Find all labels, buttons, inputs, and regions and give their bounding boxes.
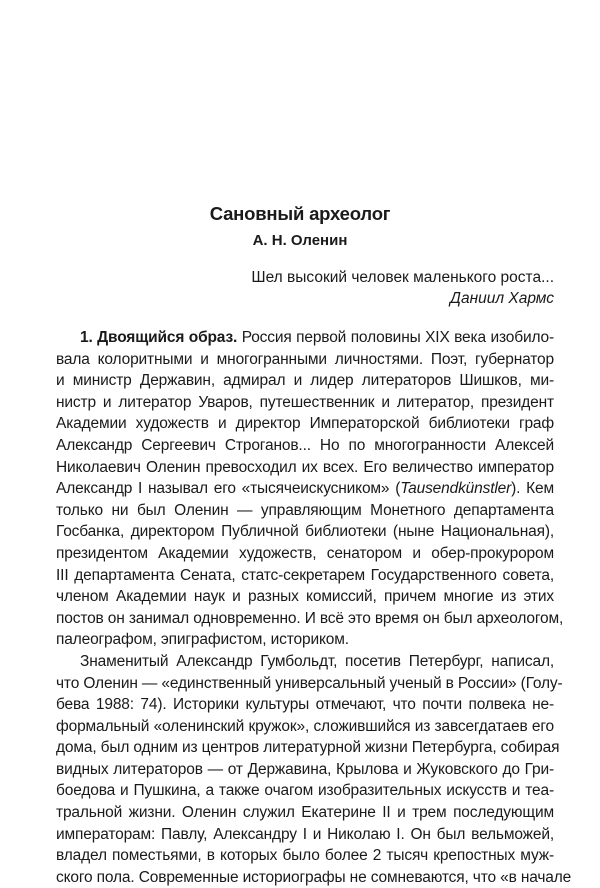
text-line: членом Академии наук и разных комиссий, причем многие из этих	[56, 588, 554, 606]
text-line: формальный «оленинский кружок», сложившийся из завсегдатаев его	[56, 717, 554, 735]
text-line: палеографом, эпиграфистом, историком.	[56, 631, 349, 649]
epigraph	[251, 267, 554, 309]
chapter-subtitle: А. Н. Оленин	[252, 232, 348, 249]
text-line: владел поместьями, в которых было более 2 тысяч крепостных муж-	[56, 847, 554, 865]
text-line: и министр Державин, адмирал и лидер литераторов Шишков, ми-	[56, 372, 554, 390]
text-line: Александр Сергеевич Строганов... Но по многогранности Алексей	[56, 436, 554, 454]
text-line: дома, был одним из центров литературной жизни Петербурга, собирая	[56, 739, 560, 757]
text-line: Госбанка, директором Публичной библиотеки (ныне Национальная),	[56, 523, 554, 541]
text-line: вала колоритными и многогранными личностями. Поэт, губернатор	[56, 350, 554, 368]
section-heading: 1. Двоящийся образ.	[80, 329, 238, 346]
text-line: нистр и литератор Уваров, путешественник и литератор, президент	[56, 393, 554, 411]
epigraph-quote: Шел высокий человек маленького роста...	[251, 269, 554, 286]
epigraph-author: Даниил Хармс	[450, 290, 554, 307]
chapter-title: Сановный археолог	[209, 203, 391, 224]
text-line: ского пола. Современные историографы не сомневаются, что «в начале	[56, 868, 572, 886]
text-line: Знаменитый Александр Гумбольдт, посетив Петербург, написал,	[80, 652, 554, 670]
text-line: только ни был Оленин — управляющим Монетного департамента	[56, 501, 554, 519]
text-line: Николаевич Оленин превосходил их всех. Его величество император	[56, 458, 554, 476]
body-text	[56, 327, 572, 888]
text-line: бева 1988: 74). Историки культуры отмечают, что почти полвека не-	[56, 696, 554, 714]
text-line: III департамента Сената, статс-секретарем Государственного совета,	[56, 566, 554, 584]
text-line: что Оленин — «единственный универсальный ученый в России» (Голу-	[56, 674, 563, 692]
text-line: Академии художеств и директор Императорской библиотеки граф	[56, 415, 554, 433]
text-line: тральной жизни. Оленин служил Екатерине II и трем последующим	[56, 804, 554, 822]
text-line: 1. Двоящийся образ. Россия первой половины XIX века изобило-	[80, 329, 554, 346]
text-line: видных литераторов — от Державина, Крылова и Жуковского до Гри-	[56, 760, 554, 778]
text-line: постов он занимал одновременно. И всё это время он был археологом,	[56, 609, 564, 627]
text-line: боедова и Пушкина, а также очагом изобразительных искусств и теа-	[56, 782, 554, 800]
text-line: президентом Академии художеств, сенатором и обер-прокурором	[56, 544, 554, 562]
italic-term: Tausendkünstler	[400, 480, 512, 498]
text-line: императорам: Павлу, Александру I и Николаю I. Он был вельможей,	[56, 825, 554, 843]
text-line: Александр I называл его «тысячеискусником» (Tausendkünstler). Кем	[56, 480, 554, 498]
